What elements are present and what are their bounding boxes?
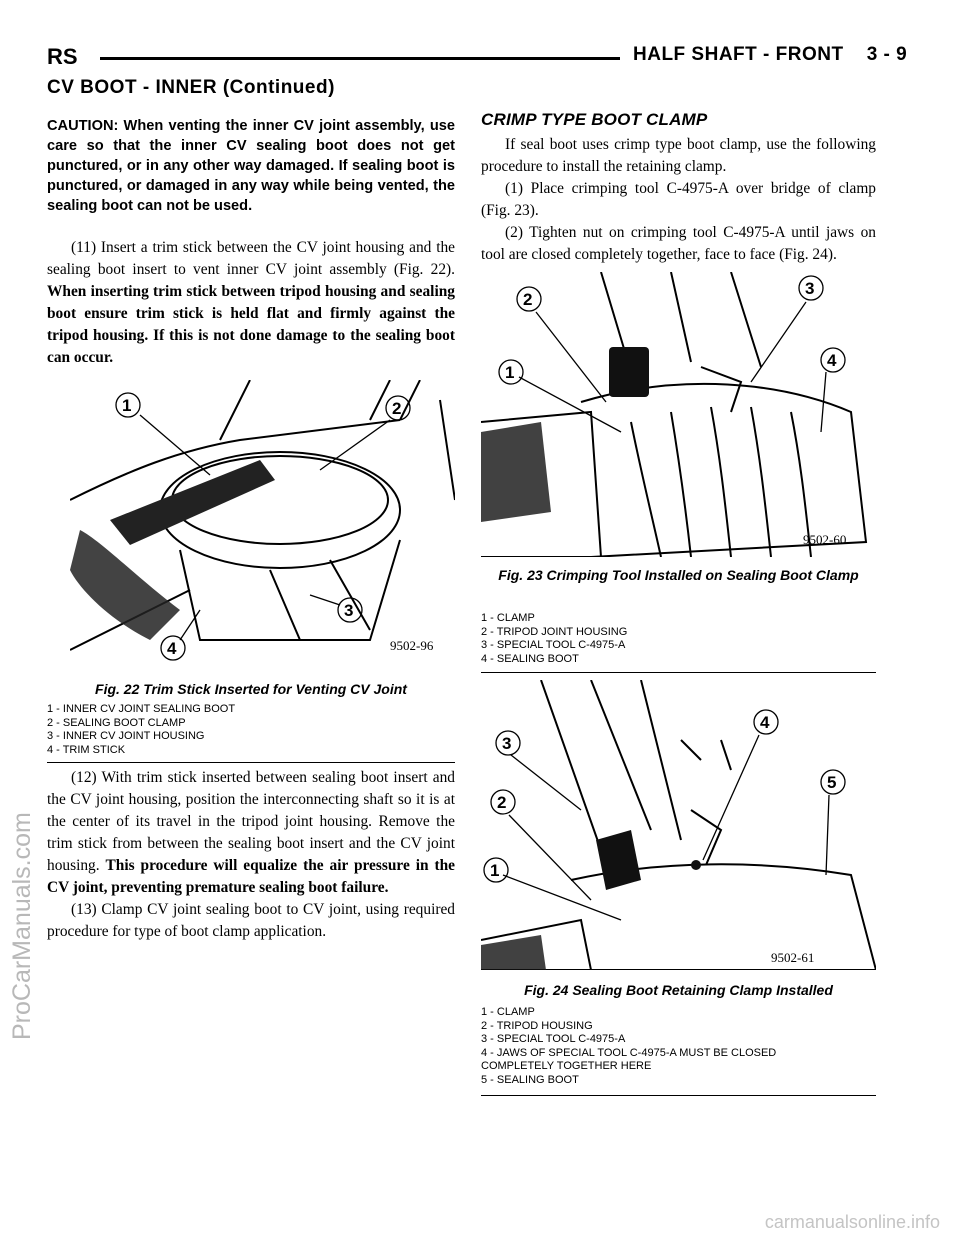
step-11-bold: When inserting trim stick between tripod housing and sealing boot ensure trim stick is held flat and firmly against the tripod housing. If this is not done damage to the sealing boot can occur. — [47, 283, 455, 366]
fig22-caption: Fig. 22 Trim Stick Inserted for Venting CV Joint — [95, 681, 407, 697]
fig23-rule — [481, 672, 876, 673]
fig23-legend-item: 4 - SEALING BOOT — [481, 652, 579, 665]
fig24-rule — [481, 1095, 876, 1096]
crimp-step-1: (1) Place crimping tool C-4975-A over bridge of clamp (Fig. 23). — [481, 180, 876, 219]
fig23-legend-item: 1 - CLAMP — [481, 612, 535, 624]
fig22-callout-4: 4 — [167, 639, 177, 658]
crimp-title: CRIMP TYPE BOOT CLAMP — [481, 110, 708, 129]
step-12-bold: This procedure will equalize the air pressure in the CV joint, preventing premature sealing boot failure. — [47, 857, 456, 896]
fig24-legend-item: 2 - TRIPOD HOUSING — [481, 1019, 593, 1032]
fig24-code: 9502-61 — [771, 950, 815, 965]
fig22-legend — [47, 703, 455, 757]
bottom-watermark: carmanualsonline.info — [764, 1212, 940, 1232]
fig24-illustration — [481, 680, 876, 970]
fig22-callout-3: 3 — [344, 601, 354, 620]
header-left: RS — [47, 44, 78, 69]
step-12 — [47, 767, 455, 943]
fig23-illustration — [481, 272, 876, 557]
fig22-code: 9502-96 — [390, 638, 434, 653]
crimp-step-2: (2) Tighten nut on crimping tool C-4975-A until jaws on tool are closed completely together, face to face (Fig. 24). — [481, 224, 876, 263]
fig24-legend-item: 1 - CLAMP — [481, 1006, 535, 1018]
step-13: (13) Clamp CV joint sealing boot to CV joint, using required procedure for type of boot clamp application. — [47, 901, 455, 940]
fig23-callout-4: 4 — [827, 351, 837, 370]
fig24-legend-item: 4 - JAWS OF SPECIAL TOOL C-4975-A MUST BE CLOSED COMPLETELY TOGETHER HERE — [481, 1046, 777, 1072]
fig24-callout-1: 1 — [490, 861, 500, 880]
crimp-intro: If seal boot uses crimp type boot clamp, use the following procedure to install the retaining clamp. — [481, 136, 876, 175]
fig22-callout-2: 2 — [392, 399, 402, 418]
fig24-callout-2: 2 — [497, 793, 507, 812]
fig22-rule — [47, 762, 455, 763]
fig22-illustration — [70, 380, 455, 670]
fig23-caption: Fig. 23 Crimping Tool Installed on Sealing Boot Clamp — [498, 567, 859, 583]
step-11-text: (11) Insert a trim stick between the CV joint housing and the sealing boot insert to vent inner CV joint assembly (Fig. 22). — [47, 239, 455, 278]
fig23-callout-2: 2 — [523, 290, 533, 309]
fig23-legend-item: 2 - TRIPOD JOINT HOUSING — [481, 625, 628, 638]
header-rule — [100, 57, 620, 60]
fig22-callout-1: 1 — [122, 396, 132, 415]
fig23-callout-3: 3 — [805, 279, 815, 298]
fig23-legend — [481, 612, 876, 666]
header-right: HALF SHAFT - FRONT 3 - 9 — [633, 44, 908, 65]
fig24-legend-item: 5 - SEALING BOOT — [481, 1073, 579, 1086]
fig22-legend-item: 1 - INNER CV JOINT SEALING BOOT — [47, 703, 236, 715]
section-title: CV BOOT - INNER (Continued) — [47, 77, 335, 98]
step-12-text: (12) With trim stick inserted between sealing boot insert and the CV joint housing, position the interconnecting shaft so it is at the center of its travel in the tripod joint housing. Remove the trim stick from between the sealing boot insert and the CV joint housing. — [47, 769, 455, 874]
fig24-legend-item: 3 - SPECIAL TOOL C-4975-A — [481, 1033, 626, 1045]
caution-text: CAUTION: When venting the inner CV joint assembly, use care so that the inner CV sealing boot does not get punctured, or in any other way damaged. If sealing boot is punctured, or damaged in any way while being vented, the sealing boot can not be used. — [47, 118, 455, 214]
fig24-callout-4: 4 — [760, 713, 770, 732]
fig23-legend-item: 3 - SPECIAL TOOL C-4975-A — [481, 639, 626, 651]
step-11 — [47, 237, 455, 369]
fig24-legend — [481, 1006, 876, 1087]
fig23-callout-1: 1 — [505, 363, 515, 382]
crimp-body — [481, 134, 876, 266]
side-watermark: ProCarManuals.com — [8, 812, 36, 1040]
fig22-legend-item: 2 - SEALING BOOT CLAMP — [47, 716, 186, 729]
fig23-code: 9502-60 — [803, 532, 847, 547]
fig24-caption: Fig. 24 Sealing Boot Retaining Clamp Installed — [524, 982, 833, 998]
fig24-callout-3: 3 — [502, 734, 512, 753]
fig22-legend-item: 4 - TRIM STICK — [47, 743, 126, 756]
fig22-legend-item: 3 - INNER CV JOINT HOUSING — [47, 730, 205, 742]
fig24-callout-5: 5 — [827, 773, 837, 792]
